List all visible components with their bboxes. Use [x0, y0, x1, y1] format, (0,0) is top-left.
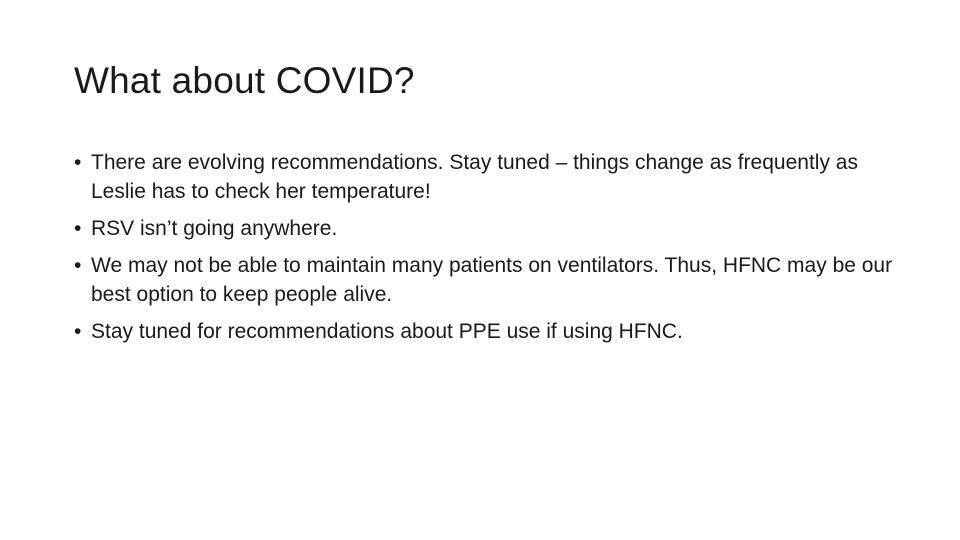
- bullet-item: [74, 214, 904, 243]
- bullet-dot-icon: •: [74, 151, 82, 174]
- bullet-text: We may not be able to maintain many patients on ventilators. Thus, HFNC may be our best option to keep people alive.: [91, 254, 893, 306]
- bullet-text: Stay tuned for recommendations about PPE use if using HFNC.: [91, 320, 683, 343]
- bullet-text: There are evolving recommendations. Stay tuned – things change as frequently as Leslie has to check her temperature!: [91, 151, 858, 203]
- bullet-dot-icon: •: [74, 217, 82, 240]
- bullet-list: [74, 148, 904, 354]
- slide-title: What about COVID?: [74, 60, 415, 101]
- bullet-item: [74, 317, 904, 346]
- bullet-dot-icon: •: [74, 254, 82, 277]
- bullet-dot-icon: •: [74, 320, 82, 343]
- bullet-item: [74, 251, 904, 309]
- bullet-text: RSV isn’t going anywhere.: [91, 217, 338, 240]
- bullet-item: [74, 148, 904, 206]
